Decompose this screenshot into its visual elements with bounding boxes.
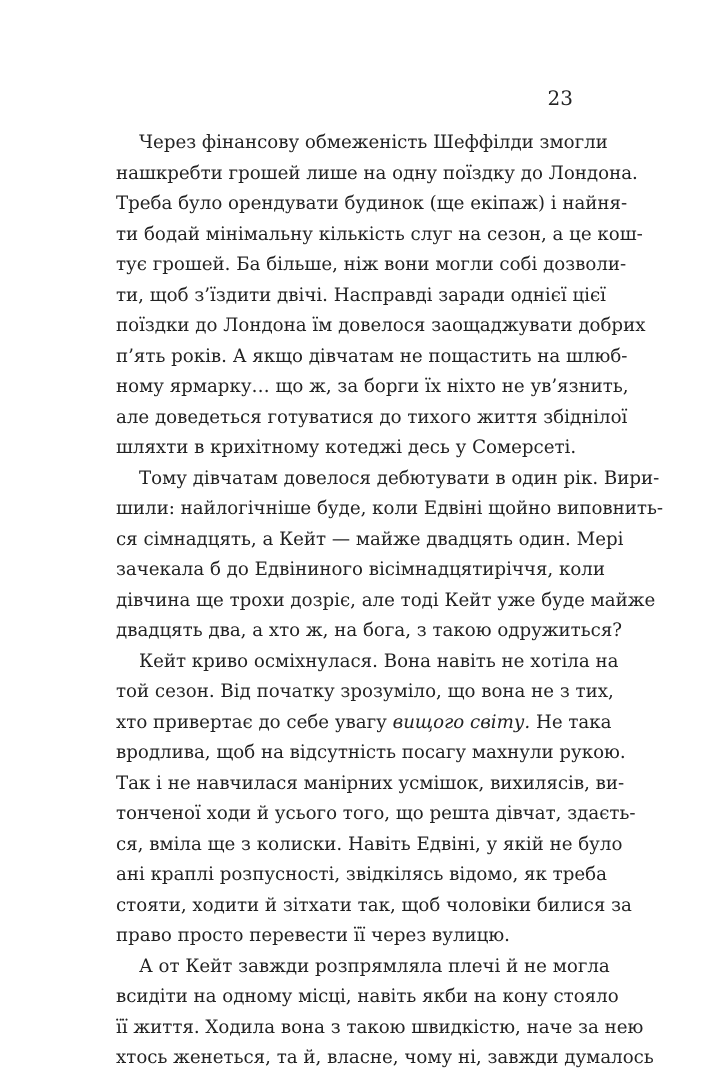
paragraph-1-line-2: нашкребти грошей лише на одну поїздку до Лондона. bbox=[116, 162, 638, 184]
paragraph-2-line-1: Тому дівчатам довелося дебютувати в один рік. Вири- bbox=[139, 467, 660, 489]
paragraph-1-line-11: шляхти в крихітному котеджі десь у Сомерсеті. bbox=[116, 437, 577, 458]
emphasis-phrase: вищого світу. bbox=[392, 711, 531, 733]
paragraph-4-line-2: всидіти на одному місці, навіть якби на кону стояло bbox=[116, 986, 619, 1007]
paragraph-2-line-4: зачекала б до Едвіниного вісімнадцятиріччя, коли bbox=[116, 559, 605, 580]
paragraph-3-line-5: Так і не навчилася манірних усмішок, вихилясів, ви- bbox=[116, 772, 625, 794]
paragraph-2-line-5: дівчина ще трохи дозріє, але тоді Кейт уже буде майже bbox=[116, 589, 656, 611]
paragraph-3-line-6: тонченої ходи й усього того, що решта дівчат, здаєть- bbox=[116, 803, 636, 824]
paragraph-1-line-6: ти, щоб з’їздити двічі. Насправді заради однієї цієї bbox=[116, 284, 606, 306]
paragraph-3-line-3-start: хто привертає до себе увагу bbox=[116, 711, 393, 733]
paragraph-3-line-2: той сезон. Від початку зрозуміло, що вона не з тих, bbox=[116, 681, 614, 702]
paragraph-4-line-4: хтось женеться, та й, власне, чому ні, завжди думалось bbox=[116, 1047, 654, 1068]
paragraph-1-line-10: але доведеться готуватися до тихого життя збіднілої bbox=[116, 406, 628, 428]
paragraph-1-line-8: п’ять років. А якщо дівчатам не пощастить на шлюб- bbox=[116, 345, 628, 367]
paragraph-3-line-1: Кейт криво осміхнулася. Вона навіть не хотіла на bbox=[139, 650, 619, 672]
paragraph-3-line-8: ані краплі розпусності, звідкілясь відомо, як треба bbox=[116, 864, 607, 885]
paragraph-1-line-5: тує грошей. Ба більше, ніж вони могли собі дозволи- bbox=[116, 254, 627, 275]
paragraph-2-line-6: двадцять два, а хто ж, на бога, з такою одружиться? bbox=[116, 620, 623, 641]
paragraph-3-line-3 bbox=[116, 708, 612, 739]
paragraph-3-line-7: ся, вміла ще з колиски. Навіть Едвіні, у якій не було bbox=[116, 833, 623, 855]
page-number: 23 bbox=[547, 86, 573, 110]
paragraph-1-line-9: ному ярмарку… що ж, за борги їх ніхто не ув’язнить, bbox=[116, 376, 629, 397]
paragraph-1-line-4: ти бодай мінімальну кількість слуг на сезон, а це кош- bbox=[116, 223, 643, 245]
paragraph-1-line-3: Треба було орендувати будинок (ще екіпаж) і найня- bbox=[116, 193, 628, 214]
paragraph-3-line-3-end: Не така bbox=[530, 711, 612, 733]
paragraph-1-line-7: поїздки до Лондона їм довелося заощаджувати добрих bbox=[116, 315, 646, 336]
paragraph-3-line-9: стояти, ходити й зітхати так, щоб чоловіки билися за bbox=[116, 894, 632, 916]
body-text bbox=[116, 128, 664, 1074]
paragraph-2-line-3: ся сімнадцять, а Кейт — майже двадцять один. Мері bbox=[116, 528, 624, 550]
paragraph-1-line-1: Через фінансову обмеженість Шеффілди змогли bbox=[139, 132, 608, 153]
paragraph-4-line-3: її життя. Ходила вона з такою швидкістю, наче за нею bbox=[116, 1016, 644, 1038]
paragraph-3-line-4: вродлива, щоб на відсутність посагу махнули рукою. bbox=[116, 742, 626, 763]
paragraph-2-line-2: шили: найлогічніше буде, коли Едвіні щойно виповнить- bbox=[116, 498, 664, 519]
paragraph-3-line-10: право просто перевести її через вулицю. bbox=[116, 925, 510, 946]
paragraph-4-line-1: А от Кейт завжди розпрямляла плечі й не могла bbox=[139, 955, 610, 977]
